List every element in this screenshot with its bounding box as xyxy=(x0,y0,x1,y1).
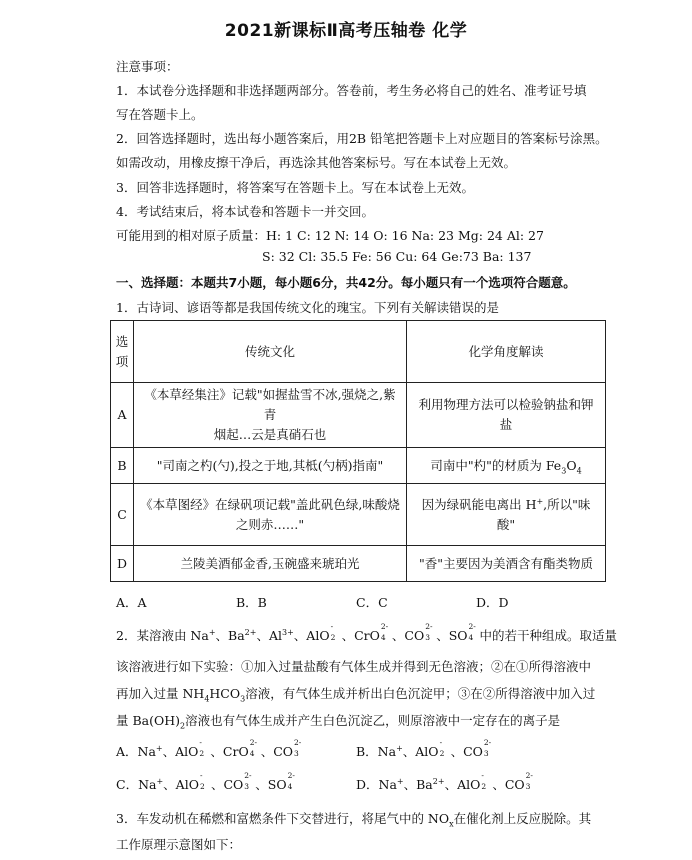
row-label: D xyxy=(111,546,134,582)
header-option: 选 项 xyxy=(111,321,134,383)
row-label: A xyxy=(111,383,134,448)
q1-option-a[interactable]: A．A xyxy=(116,595,147,610)
notice-line-3: 2．回答选择题时，选出每小题答案后，用2B 铅笔把答题卡上对应题目的答案标号涂黑。 xyxy=(116,131,608,146)
q2-line-3: 再加入过量 $NH_4HCO_3$溶液，有气体生成并析出白色沉淀甲；③在②所得溶液中加入过 xyxy=(116,686,596,704)
header-culture: 传统文化 xyxy=(134,321,407,383)
q2-line-4: 量 $Ba(OH)_2$溶液也有气体生成并产生白色沉淀乙，则原溶液中一定存在的离子是 xyxy=(116,713,561,731)
q1-stem: 1．古诗词、谚语等都是我国传统文化的瑰宝。下列有关解读错误的是 xyxy=(116,300,499,315)
row-chem: 利用物理方法可以检验钠盐和钾盐 xyxy=(407,383,606,448)
q2-option-a[interactable]: A．Na+、AlO - 2 、CrO 2- 4 、CO 2- 3 xyxy=(116,738,302,759)
row-chem: "香"主要因为美酒含有酯类物质 xyxy=(407,546,606,582)
header-chem: 化学角度解读 xyxy=(407,321,606,383)
notice-line-4: 如需改动，用橡皮擦干净后，再选涂其他答案标号。写在本试卷上无效。 xyxy=(116,155,517,170)
row-culture: "司南之杓(勺),投之于地,其柢(勺柄)指南" xyxy=(134,448,407,484)
exam-title: 2021新课标Ⅱ高考压轴卷 化学 xyxy=(224,21,468,41)
q2-option-d[interactable]: D．Na+、$Ba^{2+}$、AlO - 2 、CO 2- 3 xyxy=(356,771,533,792)
row-label: C xyxy=(111,484,134,546)
atomic-masses-line-2: S: 32 Cl: 35.5 Fe: 56 Cu: 64 Ge:73 Ba: 137 xyxy=(262,249,532,264)
table-row xyxy=(111,546,606,582)
q1-option-d[interactable]: D．D xyxy=(476,595,509,610)
section-heading: 一、选择题：本题共7小题，每小题6分，共42分。每小题只有一个选项符合题意。 xyxy=(116,275,576,290)
row-chem: 司南中"杓"的材质为 $Fe_3O_4$ xyxy=(407,448,606,484)
table-row xyxy=(111,484,606,546)
q3-line-2: 工作原理示意图如下： xyxy=(116,837,242,852)
table-row xyxy=(111,383,606,448)
notice-line-2: 写在答题卡上。 xyxy=(116,107,204,122)
row-culture: 《本草经集注》记载"如握盐雪不冰,强烧之,紫青 烟起…云是真硝石也 xyxy=(134,383,407,448)
atomic-masses-line-1: 可能用到的相对原子质量：H: 1 C: 12 N: 14 O: 16 Na: 23 Mg: 24 Al: 27 xyxy=(116,228,544,243)
row-chem: 因为绿矾能电离出 H+,所以"味酸" xyxy=(407,484,606,546)
table-row xyxy=(111,448,606,484)
q3-line-1: 3．车发动机在稀燃和富燃条件下交替进行，将尾气中的 $NO_x$在催化剂上反应脱除。其 xyxy=(116,811,592,829)
notice-line-6: 4．考试结束后，将本试卷和答题卡一并交回。 xyxy=(116,204,374,219)
q2-line-2: 该溶液进行如下实验：①加入过量盐酸有气体生成并得到无色溶液；②在①所得溶液中 xyxy=(116,659,592,674)
row-label: B xyxy=(111,448,134,484)
notice-line-1: 1．本试卷分选择题和非选择题两部分。答卷前，考生务必将自己的姓名、准考证号填 xyxy=(116,83,587,98)
row-culture: 《本草图经》在绿矾项记载"盖此矾色绿,味酸烧 之则赤……" xyxy=(134,484,407,546)
q1-option-b[interactable]: B．B xyxy=(236,595,267,610)
q2-option-b[interactable]: B．Na+、AlO - 2 、CO 2- 3 xyxy=(356,738,492,759)
q2-stem: 2．某溶液由 Na+、$Ba^{2+}$、$Al^{3+}$、AlO - 2 、CrO 2- 4 、CO 2- 3 、SO 2- 4 中的若干种组成。取适量 xyxy=(116,622,618,643)
row-culture: 兰陵美酒郁金香,玉碗盛来琥珀光 xyxy=(134,546,407,582)
notice-heading: 注意事项： xyxy=(116,59,179,74)
q1-option-c[interactable]: C．C xyxy=(356,595,388,610)
q1-table xyxy=(110,320,606,582)
q2-option-c[interactable]: C．Na+、AlO - 2 、CO 2- 3 、SO 2- 4 xyxy=(116,771,295,792)
notice-line-5: 3．回答非选择题时，将答案写在答题卡上。写在本试卷上无效。 xyxy=(116,180,474,195)
table-header-row xyxy=(111,321,606,383)
